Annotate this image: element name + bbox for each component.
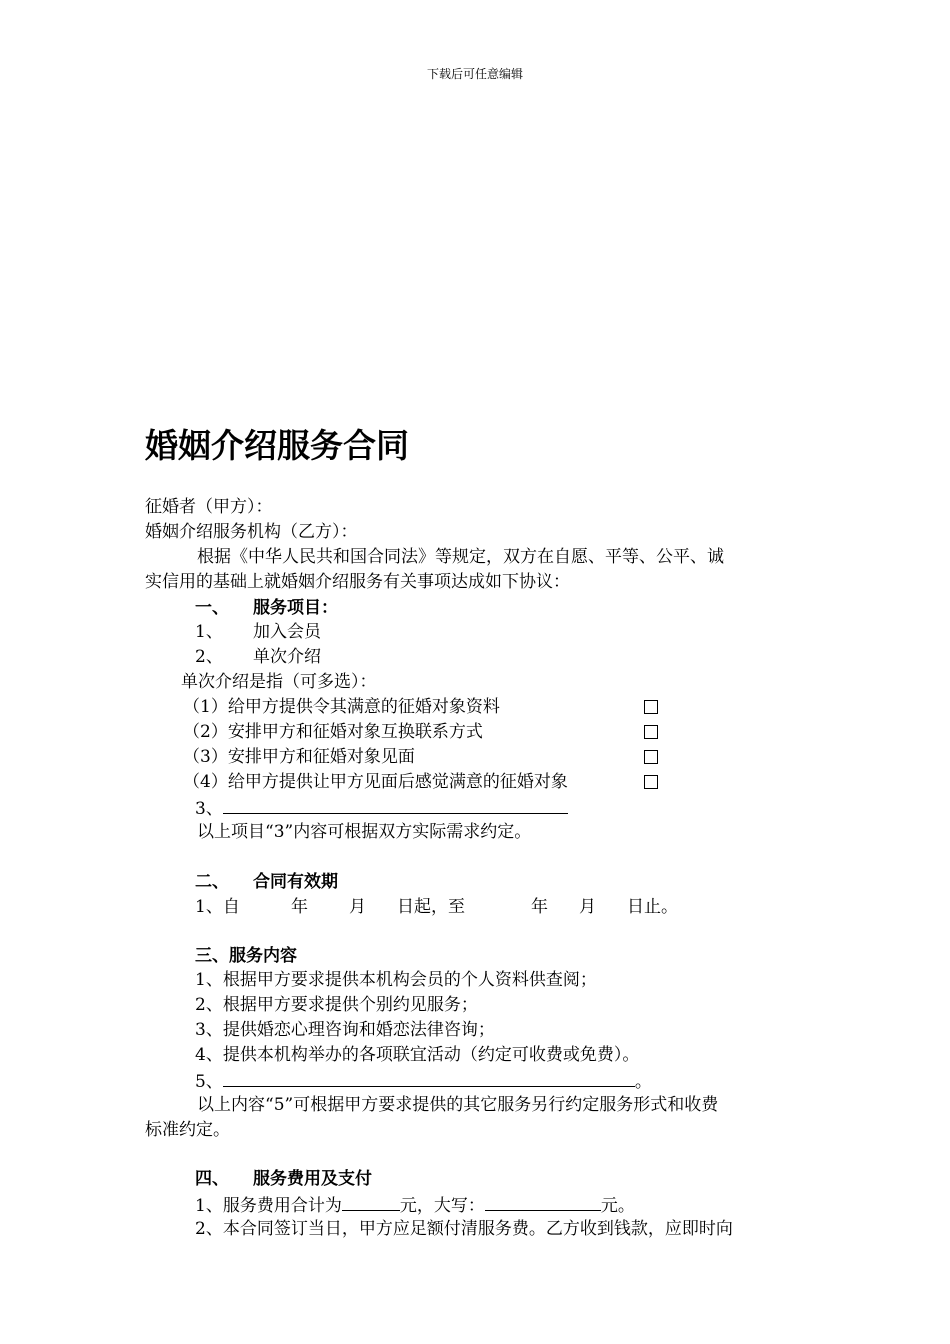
party-a-line: 征婚者（甲方）：: [145, 497, 273, 517]
intro-line-1: 根据《中华人民共和国合同法》等规定，双方在自愿、平等、公平、诚: [197, 547, 724, 567]
fee-amount-blank[interactable]: [342, 1192, 400, 1211]
intro-line-2: 实信用的基础上就婚姻介绍服务有关事项达成如下协议：: [145, 572, 570, 592]
section-1-title: 服务项目：: [253, 598, 338, 618]
validity-from-year: 年: [291, 897, 308, 917]
section-2-number: 二、: [195, 872, 229, 892]
document-title: 婚姻介绍服务合同: [145, 426, 409, 465]
fee-line: [195, 1192, 635, 1218]
party-b-line: 婚姻介绍服务机构（乙方）：: [145, 522, 358, 542]
fee-unit: 元。: [600, 1196, 635, 1216]
validity-from-day: 日起，至: [397, 897, 465, 917]
section-1-number: 一、: [195, 598, 229, 618]
service-item-5-blank[interactable]: [223, 1068, 635, 1087]
item-3-line: [195, 795, 568, 821]
validity-to-year: 年: [531, 897, 548, 917]
fee-uppercase-blank[interactable]: [485, 1192, 601, 1211]
validity-from: 1、自: [195, 897, 240, 917]
item-2-text: 单次介绍: [253, 647, 321, 667]
service-item-5-line: [195, 1068, 652, 1094]
section-1-footer: 以上项目“3”内容可根据双方实际需求约定。: [197, 822, 532, 842]
payment-line: 2、本合同签订当日，甲方应足额付清服务费。乙方收到钱款，应即时向: [195, 1219, 733, 1239]
validity-to-month: 月: [579, 897, 596, 917]
option-1-checkbox[interactable]: [644, 700, 658, 714]
item-1-text: 加入会员: [253, 622, 321, 642]
section-4-number: 四、: [195, 1169, 229, 1189]
option-1-text: （1）给甲方提供令其满意的征婚对象资料: [183, 697, 500, 717]
option-2-checkbox[interactable]: [644, 725, 658, 739]
item-2-number: 2、: [195, 647, 223, 667]
validity-to-day: 日止。: [627, 897, 678, 917]
validity-from-month: 月: [349, 897, 366, 917]
item-1-number: 1、: [195, 622, 223, 642]
section-3-note-2: 标准约定。: [145, 1120, 230, 1140]
section-3-title: 三、服务内容: [195, 946, 297, 966]
fee-total-label: 1、服务费用合计为: [195, 1196, 342, 1216]
item-3-blank[interactable]: [223, 795, 568, 814]
section-2-title: 合同有效期: [253, 872, 338, 892]
option-4-text: （4）给甲方提供让甲方见面后感觉满意的征婚对象: [183, 772, 568, 792]
item-3-number: 3、: [195, 799, 223, 819]
section-4-title: 服务费用及支付: [253, 1169, 372, 1189]
service-item-2: 2、根据甲方要求提供个别约见服务；: [195, 995, 478, 1015]
service-item-5-number: 5、: [195, 1072, 223, 1092]
option-3-text: （3）安排甲方和征婚对象见面: [183, 747, 415, 767]
page-header: 下载后可任意编辑: [426, 67, 523, 81]
single-intro-note: 单次介绍是指（可多选）：: [181, 672, 377, 692]
service-item-1: 1、根据甲方要求提供本机构会员的个人资料供查阅；: [195, 970, 597, 990]
service-item-4: 4、提供本机构举办的各项联宜活动（约定可收费或免费）。: [195, 1045, 640, 1065]
service-item-5-end: 。: [634, 1072, 652, 1092]
option-3-checkbox[interactable]: [644, 750, 658, 764]
section-3-note-1: 以上内容“5”可根据甲方要求提供的其它服务另行约定服务形式和收费: [197, 1095, 719, 1115]
fee-uppercase-label: 元，大写：: [399, 1196, 485, 1216]
option-2-text: （2）安排甲方和征婚对象互换联系方式: [183, 722, 483, 742]
service-item-3: 3、提供婚恋心理咨询和婚恋法律咨询；: [195, 1020, 495, 1040]
option-4-checkbox[interactable]: [644, 775, 658, 789]
